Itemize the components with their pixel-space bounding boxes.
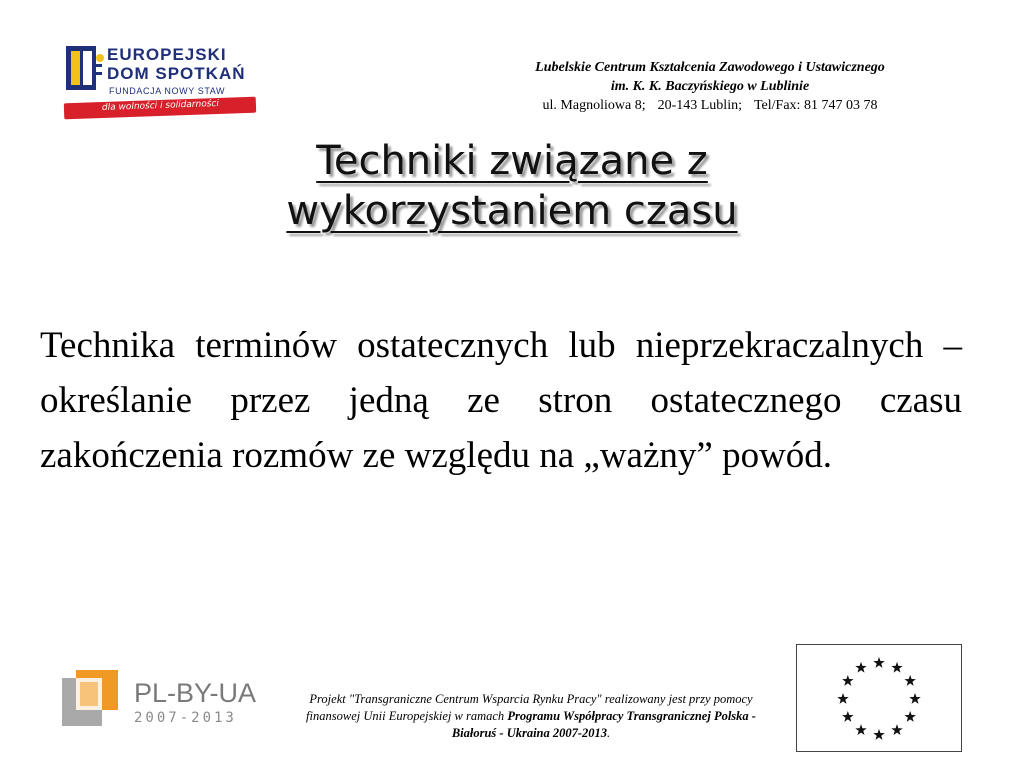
europejski-dom-spotkan-logo	[62, 42, 258, 122]
organization-address	[470, 96, 950, 115]
logo-tagline-ribbon	[64, 97, 256, 120]
slide-title-line-1: Techniki związane z	[316, 138, 708, 184]
project-text: Projekt "Transgraniczne Centrum Wsparcia Rynku Pracy" realizowany jest przy pomocy finansowej Unii Europejskiej w ramach	[306, 692, 753, 723]
eu-stars-icon	[797, 645, 961, 751]
eu-star-icon	[842, 675, 853, 686]
address-city: 20-143 Lublin;	[657, 98, 742, 113]
eu-star-icon	[873, 657, 884, 668]
organization-patron: im. K. K. Baczyńskiego w Lublinie	[610, 79, 810, 94]
organization-name: Lubelskie Centrum Kształcenia Zawodowego i Ustawicznego	[535, 60, 885, 75]
eu-star-icon	[904, 675, 915, 686]
eu-star-icon	[855, 724, 866, 735]
pl-by-ua-name: PL-BY-UA	[134, 678, 257, 708]
organization-header	[470, 58, 950, 115]
slide-body-text: Technika terminów ostatecznych lub nieprzekraczalnych – określanie przez jedną ze stron ostatecznego czasu zakończenia rozmów ze względu na „ważny” powód.	[40, 325, 962, 476]
eu-star-icon	[837, 693, 848, 704]
logo-window-icon	[62, 42, 106, 100]
logo-line-1: EUROPEJSKI	[107, 45, 227, 64]
project-info	[286, 691, 776, 742]
eu-star-icon	[909, 693, 920, 704]
pl-by-ua-emblem-icon	[60, 668, 122, 730]
eu-flag	[796, 644, 962, 752]
logo-line-2: DOM SPOTKAŃ	[107, 64, 246, 83]
eu-star-icon	[842, 711, 853, 722]
eu-star-icon	[904, 711, 915, 722]
address-phone: Tel/Fax: 81 747 03 78	[753, 98, 878, 113]
eu-star-icon	[873, 729, 884, 740]
address-street: ul. Magnoliowa 8;	[542, 98, 646, 113]
eu-star-icon	[891, 724, 902, 735]
eu-star-icon	[855, 662, 866, 673]
pl-by-ua-logo	[60, 668, 260, 732]
project-end: .	[607, 726, 611, 740]
logo-line-3: FUNDACJA NOWY STAW	[109, 86, 226, 96]
slide-title	[0, 136, 1024, 236]
slide-title-line-2: wykorzystaniem czasu	[286, 188, 738, 234]
project-program: Programu Współpracy Transgranicznej Polska - Białoruś - Ukraina 2007-2013	[451, 709, 756, 740]
logo-tagline: dla wolności i solidarności	[101, 98, 220, 114]
pl-by-ua-years: 2007-2013	[134, 710, 237, 726]
eu-star-icon	[891, 662, 902, 673]
